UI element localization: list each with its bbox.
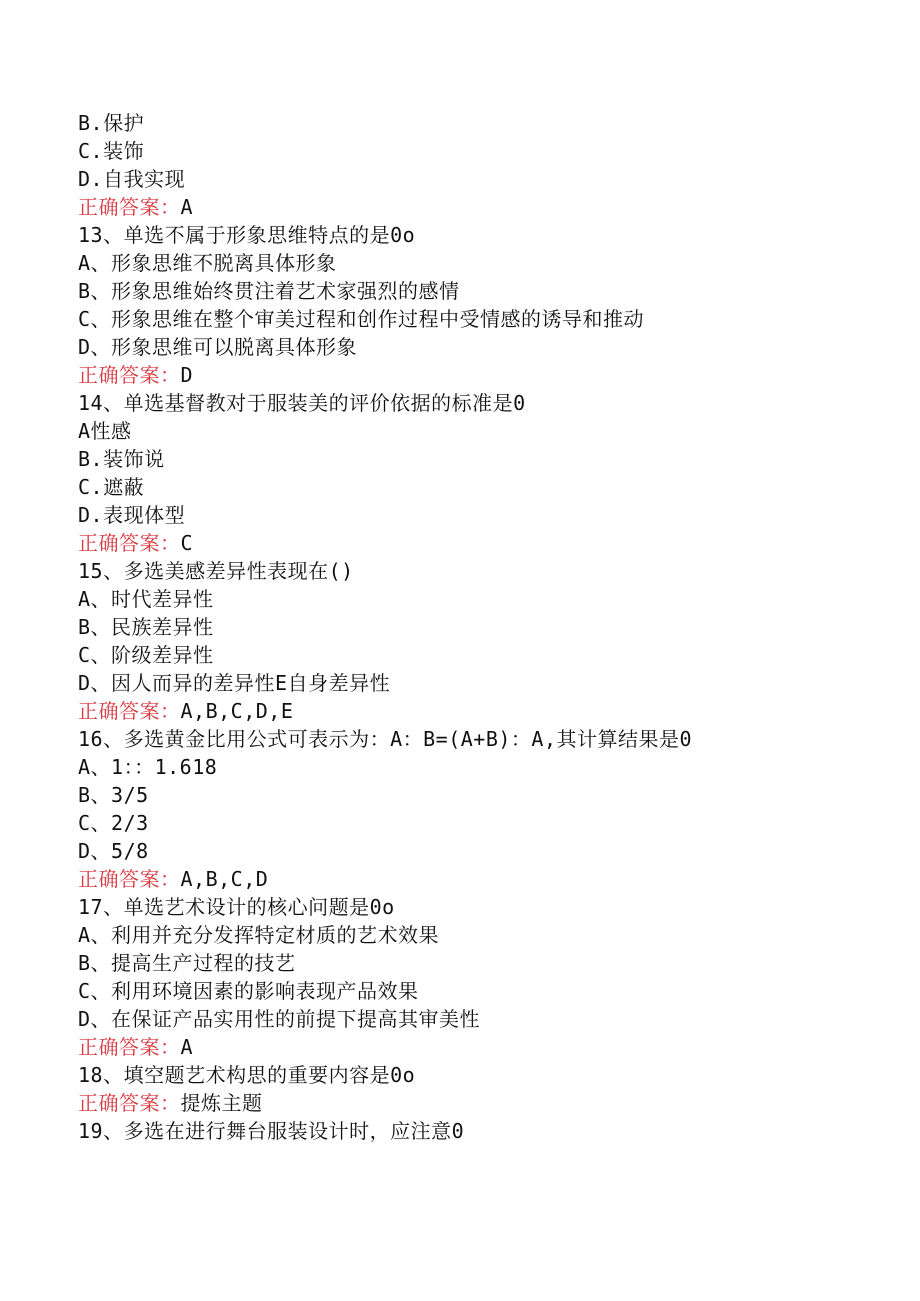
option-line: B、形象思维始终贯注着艺术家强烈的感情 bbox=[78, 279, 460, 303]
answer-line bbox=[78, 1033, 878, 1061]
answer-line bbox=[78, 529, 878, 557]
answer-value: A,B,C,D bbox=[180, 867, 269, 891]
option-line: A性感 bbox=[78, 419, 132, 443]
option-line: C.遮蔽 bbox=[78, 475, 145, 499]
answer-value: D bbox=[180, 363, 194, 387]
answer-label: 正确答案： bbox=[78, 867, 181, 891]
option-line: B、3/5 bbox=[78, 783, 149, 807]
answer-line bbox=[78, 697, 878, 725]
option-line: D、因人而异的差异性E自身差异性 bbox=[78, 671, 391, 695]
option-line: C、2/3 bbox=[78, 811, 149, 835]
option-line: D.表现体型 bbox=[78, 503, 186, 527]
answer-value: C bbox=[180, 531, 194, 555]
option-line: C、利用环境因素的影响表现产品效果 bbox=[78, 979, 419, 1003]
answer-label: 正确答案： bbox=[78, 531, 181, 555]
option-line: A、时代差异性 bbox=[78, 587, 214, 611]
option-line: C.装饰 bbox=[78, 139, 145, 163]
answer-value: A bbox=[180, 195, 194, 219]
option-line: B.装饰说 bbox=[78, 447, 165, 471]
answer-line bbox=[78, 1089, 878, 1117]
question-line: 16、多选黄金比用公式可表示为：A：B=(A+B)：A,其计算结果是0 bbox=[78, 727, 693, 751]
answer-label: 正确答案： bbox=[78, 195, 181, 219]
answer-line bbox=[78, 361, 878, 389]
option-line: B.保护 bbox=[78, 111, 145, 135]
option-line: D、形象思维可以脱离具体形象 bbox=[78, 335, 358, 359]
option-line: C、形象思维在整个审美过程和创作过程中受情感的诱导和推动 bbox=[78, 307, 645, 331]
answer-value: 提炼主题 bbox=[180, 1091, 263, 1115]
option-line: A、利用并充分发挥特定材质的艺术效果 bbox=[78, 923, 440, 947]
question-line: 17、单选艺术设计的核心问题是0o bbox=[78, 895, 395, 919]
answer-line bbox=[78, 193, 878, 221]
question-line: 19、多选在进行舞台服装设计时，应注意0 bbox=[78, 1119, 465, 1143]
answer-value: A,B,C,D,E bbox=[180, 699, 294, 723]
answer-line bbox=[78, 865, 878, 893]
option-line: D、在保证产品实用性的前提下提高其审美性 bbox=[78, 1007, 481, 1031]
answer-label: 正确答案： bbox=[78, 1035, 181, 1059]
option-line: B、提高生产过程的技艺 bbox=[78, 951, 296, 975]
option-line: A、形象思维不脱离具体形象 bbox=[78, 251, 337, 275]
option-line: A、1：：1.618 bbox=[78, 755, 218, 779]
answer-label: 正确答案： bbox=[78, 1091, 181, 1115]
answer-label: 正确答案： bbox=[78, 699, 181, 723]
option-line: B、民族差异性 bbox=[78, 615, 214, 639]
option-line: C、阶级差异性 bbox=[78, 643, 214, 667]
question-line: 13、单选不属于形象思维特点的是0o bbox=[78, 223, 416, 247]
document-page bbox=[78, 109, 878, 1145]
option-line: D.自我实现 bbox=[78, 167, 186, 191]
option-line: D、5/8 bbox=[78, 839, 149, 863]
answer-label: 正确答案： bbox=[78, 363, 181, 387]
question-line: 18、填空题艺术构思的重要内容是0o bbox=[78, 1063, 416, 1087]
question-line: 15、多选美感差异性表现在() bbox=[78, 559, 354, 583]
answer-value: A bbox=[180, 1035, 194, 1059]
question-line: 14、单选基督教对于服装美的评价依据的标准是0 bbox=[78, 391, 526, 415]
